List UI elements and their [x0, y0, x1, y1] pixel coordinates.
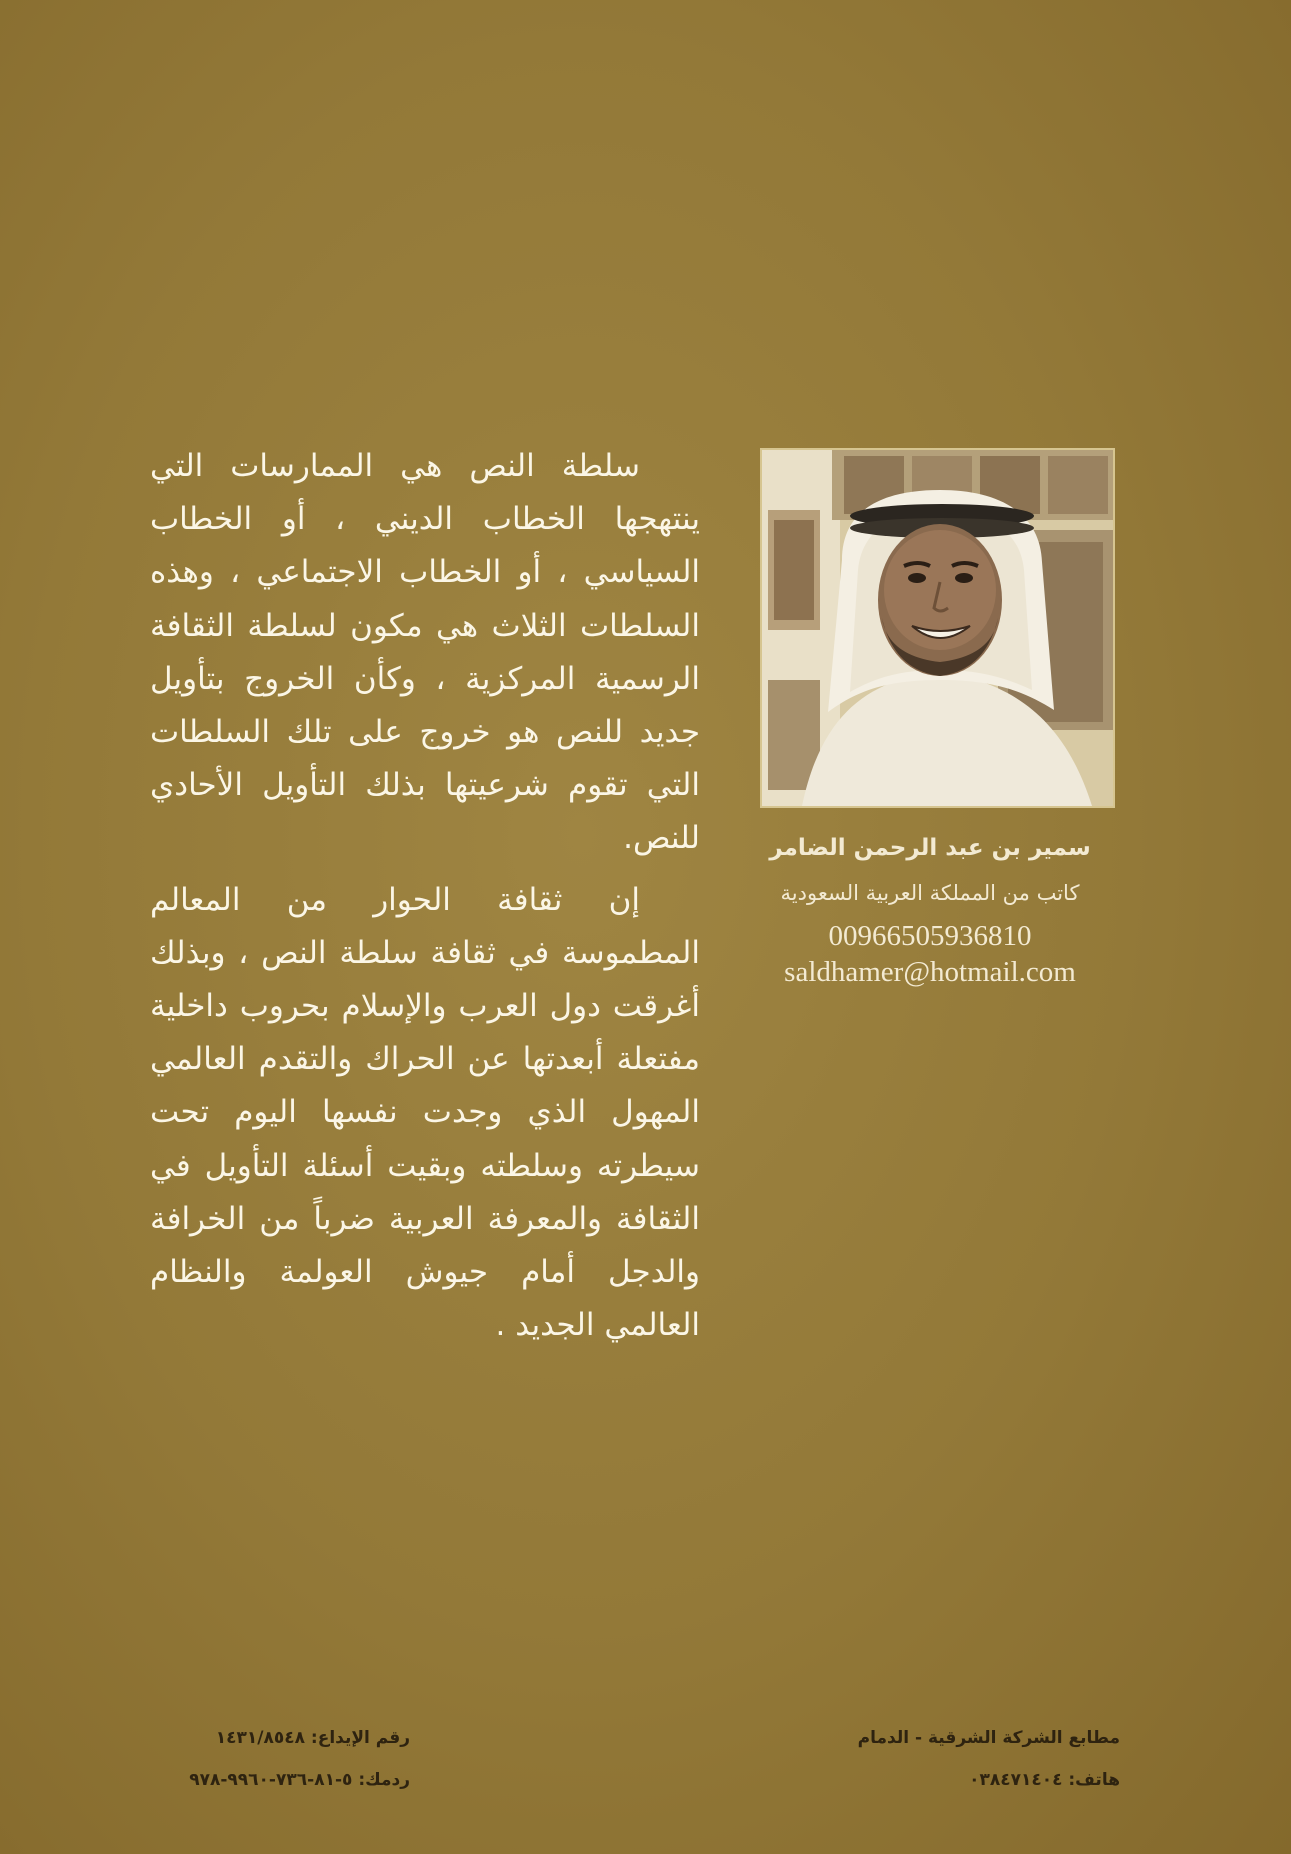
- blurb-paragraph-2: إن ثقافة الحوار من المعالم المطموسة في ثقافة سلطة النص ، وبذلك أغرقت دول العرب والإسلام بحروب داخلية مفتعلة أبعدتها عن الحراك والتقدم العالمي المهول الذي وجدت نفسها اليوم تحت سيطرته وسلطته وبقيت أسئلة التأويل في الثقافة والمعرفة العربية ضرباً من الخرافة والدجل أمام جيوش العولمة والنظام العالمي الجديد .: [150, 881, 700, 1344]
- isbn-number: ردمك: ٥-٨١-٧٣٦-٩٩٦٠-٩٧٨: [189, 1770, 410, 1791]
- blurb-paragraph-1: سلطة النص هي الممارسات التي ينتهجها الخطاب الديني ، أو الخطاب السياسي ، أو الخطاب الاجتماعي ، وهذه السلطات الثلاث هي مكون لسلطة الثقافة الرسمية المركزية ، وكأن الخروج بتأويل جديد للنص هو خروج على تلك السلطات التي تقوم شرعيتها بذلك التأويل الأحادي للنص.: [150, 448, 700, 857]
- author-details: [740, 835, 1120, 990]
- author-name: سمير بن عبد الرحمن الضامر: [769, 835, 1091, 861]
- publication-info: [150, 1728, 410, 1813]
- author-email: saldhamer@hotmail.com: [784, 956, 1076, 989]
- printer-info: [850, 1728, 1120, 1813]
- blurb-text: [150, 440, 700, 1352]
- author-phone: 00966505936810: [828, 919, 1032, 952]
- printer-name: مطابع الشركة الشرقية - الدمام: [857, 1728, 1120, 1748]
- printer-phone: هاتف: ٠٣٨٤٧١٤٠٤: [969, 1770, 1120, 1791]
- author-role: كاتب من المملكة العربية السعودية: [780, 880, 1080, 905]
- author-portrait-icon: [762, 450, 1113, 806]
- deposit-number: رقم الإيداع: ١٤٣١/٨٥٤٨: [215, 1728, 410, 1748]
- author-photo: [760, 448, 1115, 808]
